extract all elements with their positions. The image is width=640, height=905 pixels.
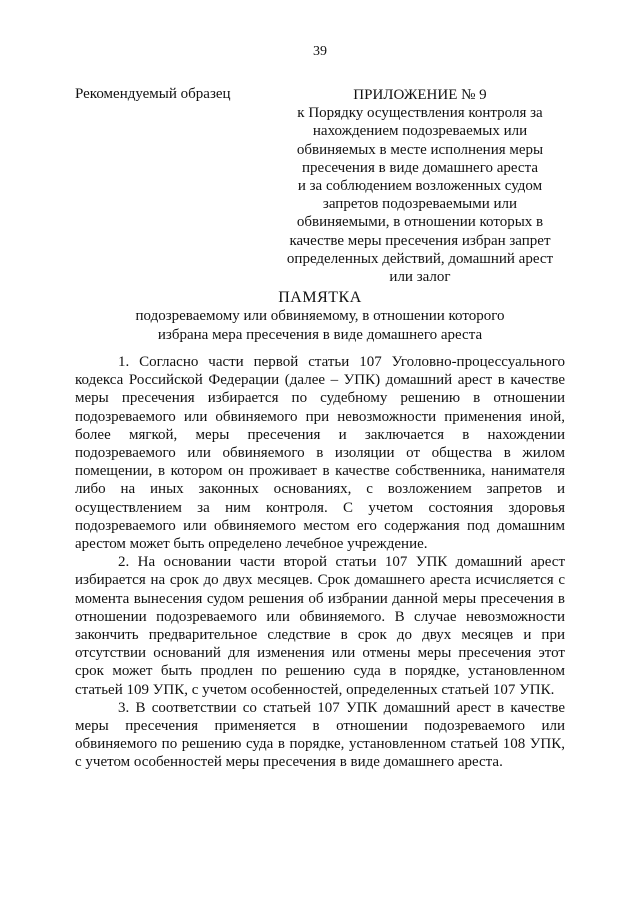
memo-subtitle (110, 307, 530, 345)
appendix-line: обвиняемых в месте исполнения меры (296, 141, 544, 158)
paragraph-2: 2. На основании части второй статьи 107 УПК домашний арест избирается на срок до двух месяцев. Срок домашнего ареста исчисляется с момента вынесения судом решения об избрании данной меры пресечения в отношении подозреваемого или обвиняемого. В случае невозможности закончить предварительное следствие в срок до двух месяцев и при отсутствии оснований для изменения или отмены меры пресечения этот срок может быть продлен по решению суда в порядке, установленном статьей 109 УПК, с учетом особенностей, определенных статьей 107 УПК. (75, 554, 565, 698)
appendix-line: определенных действий, домашний арест (286, 250, 554, 267)
memo-subtitle-line: избрана мера пресечения в виде домашнего ареста (157, 327, 483, 343)
appendix-line: пресечения в виде домашнего ареста (302, 159, 538, 176)
memo-title: ПАМЯТКА (278, 289, 362, 306)
appendix-line: или залог (389, 269, 451, 286)
paragraph-1: 1. Согласно части первой статьи 107 Уголовно-процессуального кодекса Российской Федерации (далее – УПК) домашний арест в качестве меры пресечения избирается по судебному решению в отношении подозреваемого или обвиняемого при невозможности применения иной, более мягкой, меры пресечения и заключается в нахождении подозреваемого или обвиняемого в изоляции от общества в жилом помещении, в котором он проживает в качестве собственника, нанимателя либо на иных законных основаниях, с возложением запретов и осуществлением за ним контроля. С учетом состояния здоровья подозреваемого или обвиняемого местом его содержания под домашним арестом может быть определено лечебное учреждение. (75, 354, 565, 553)
memo-body (75, 353, 565, 772)
sample-label: Рекомендуемый образец (75, 86, 231, 102)
appendix-line: качестве меры пресечения избран запрет (289, 232, 551, 249)
appendix-block (270, 86, 570, 286)
page-number: 39 (313, 44, 327, 59)
appendix-line: и за соблюдением возложенных судом (297, 178, 543, 195)
appendix-line: обвиняемыми, в отношении которых в (296, 214, 544, 231)
appendix-line: нахождением подозреваемых или (312, 123, 528, 140)
paragraph-3: 3. В соответствии со статьей 107 УПК домашний арест в качестве меры пресечения применяется в отношении подозреваемого или обвиняемого по решению суда в порядке, установленном статьей 108 УПК, с учетом особенностей меры пресечения в виде домашнего ареста. (75, 699, 565, 771)
memo-subtitle-line: подозреваемому или обвиняемому, в отношении которого (135, 308, 505, 324)
appendix-title: ПРИЛОЖЕНИЕ № 9 (353, 87, 487, 103)
appendix-line: к Порядку осуществления контроля за (297, 105, 543, 122)
appendix-line: запретов подозреваемыми или (322, 196, 518, 213)
